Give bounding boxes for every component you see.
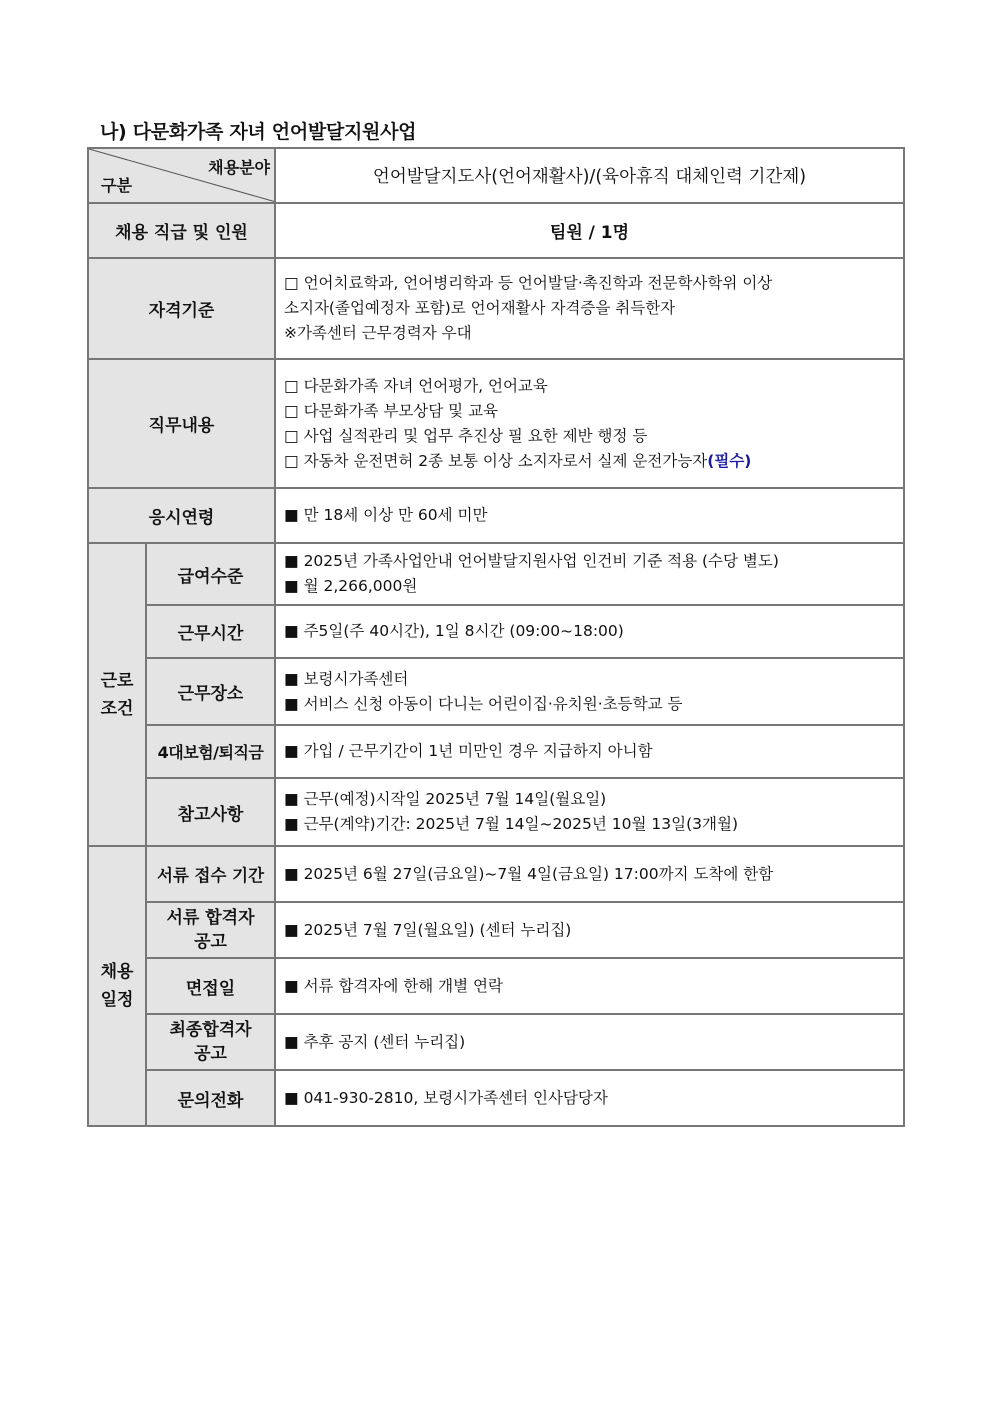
duty-line-text: □ 자동차 운전면허 2종 보통 이상 소지자로서 실제 운전가능자	[284, 451, 708, 470]
duty-line: □ 사업 실적관리 및 업무 추진상 필 요한 제반 행정 등	[284, 426, 648, 445]
final-result-value: ■ 추후 공지 (센터 누리집)	[275, 1014, 904, 1070]
corner-label-category: 구분	[101, 176, 132, 195]
final-result-label	[146, 1014, 275, 1070]
label-line: 최종합격자	[169, 1020, 252, 1040]
group-label-line: 일정	[100, 990, 134, 1010]
work-condition-row	[88, 605, 904, 658]
insurance-label: 4대보험/퇴직금	[146, 725, 275, 778]
work-condition-row	[88, 543, 904, 605]
interview-label: 면접일	[146, 958, 275, 1014]
section-title: 나) 다문화가족 자녀 언어발달지원사업	[100, 121, 417, 143]
duty-line: □ 다문화가족 자녀 언어평가, 언어교육	[284, 376, 548, 395]
document-period-value: ■ 2025년 6월 27일(금요일)~7월 4일(금요일) 17:00까지 도착에 한함	[275, 846, 904, 902]
age-value: ■ 만 18세 이상 만 60세 미만	[275, 488, 904, 543]
schedule-row	[88, 1070, 904, 1126]
notes-label: 참고사항	[146, 778, 275, 846]
work-hours-label: 근무시간	[146, 605, 275, 658]
schedule-row	[88, 902, 904, 958]
duties-label: 직무내용	[88, 359, 275, 488]
qualification-line: 소지자(졸업예정자 포함)로 언어재활사 자격증을 취득한자	[284, 299, 676, 317]
salary-label: 급여수준	[146, 543, 275, 605]
interview-value: ■ 서류 합격자에 한해 개별 연락	[275, 958, 904, 1014]
work-place-line: ■ 보령시가족센터	[284, 669, 409, 688]
group-label-line: 채용	[100, 962, 134, 982]
qualification-row	[88, 258, 904, 359]
schedule-row	[88, 846, 904, 902]
group-label-line: 근로	[100, 670, 134, 691]
corner-cell	[88, 148, 275, 203]
position-label: 채용 직급 및 인원	[88, 203, 275, 258]
work-place-value	[275, 658, 904, 725]
age-row	[88, 488, 904, 543]
label-line: 공고	[194, 932, 227, 952]
document-result-value: ■ 2025년 7월 7일(월요일) (센터 누리집)	[275, 902, 904, 958]
corner-label-field: 채용분야	[208, 158, 270, 177]
salary-value	[275, 543, 904, 605]
schedule-row	[88, 958, 904, 1014]
position-row	[88, 203, 904, 258]
document-result-label	[146, 902, 275, 958]
notes-line: ■ 근무(예정)시작일 2025년 7월 14일(월요일)	[284, 790, 607, 808]
required-note: (필수)	[707, 451, 752, 470]
qualification-value	[275, 258, 904, 359]
notes-value	[275, 778, 904, 846]
contact-label: 문의전화	[146, 1070, 275, 1126]
work-place-line: ■ 서비스 신청 아동이 다니는 어린이집·유치원·초등학교 등	[284, 694, 683, 713]
duties-value	[275, 359, 904, 488]
salary-line: ■ 2025년 가족사업안내 언어발달지원사업 인건비 기준 적용 (수당 별도)	[284, 552, 779, 570]
schedule-row	[88, 1014, 904, 1070]
contact-value: ■ 041-930-2810, 보령시가족센터 인사담당자	[275, 1070, 904, 1126]
work-condition-row	[88, 725, 904, 778]
qualification-line: ※가족센터 근무경력자 우대	[284, 324, 472, 342]
group-label-line: 조건	[100, 698, 134, 719]
position-value: 팀원 / 1명	[275, 203, 904, 258]
label-line: 서류 합격자	[166, 908, 255, 928]
qualification-label: 자격기준	[88, 258, 275, 359]
work-hours-value: ■ 주5일(주 40시간), 1일 8시간 (09:00~18:00)	[275, 605, 904, 658]
table-header-row	[88, 148, 904, 203]
schedule-group-label	[88, 846, 146, 1126]
document-period-label: 서류 접수 기간	[146, 846, 275, 902]
label-line: 공고	[194, 1044, 227, 1064]
recruitment-table	[87, 147, 905, 1127]
duty-line: □ 다문화가족 부모상담 및 교육	[284, 401, 499, 420]
field-value: 언어발달지도사(언어재활사)/(육아휴직 대체인력 기간제)	[275, 148, 904, 203]
age-label: 응시연령	[88, 488, 275, 543]
work-condition-row	[88, 658, 904, 725]
work-condition-row	[88, 778, 904, 846]
duty-line	[284, 449, 903, 474]
work-place-label: 근무장소	[146, 658, 275, 725]
insurance-value: ■ 가입 / 근무기간이 1년 미만인 경우 지급하지 아니함	[275, 725, 904, 778]
notes-line: ■ 근무(계약)기간: 2025년 7월 14일~2025년 10월 13일(3개월)	[284, 815, 739, 833]
work-conditions-group-label	[88, 543, 146, 846]
salary-line: ■ 월 2,266,000원	[284, 577, 418, 595]
qualification-line: □ 언어치료학과, 언어병리학과 등 언어발달·촉진학과 전문학사학위 이상	[284, 274, 773, 292]
duties-row	[88, 359, 904, 488]
